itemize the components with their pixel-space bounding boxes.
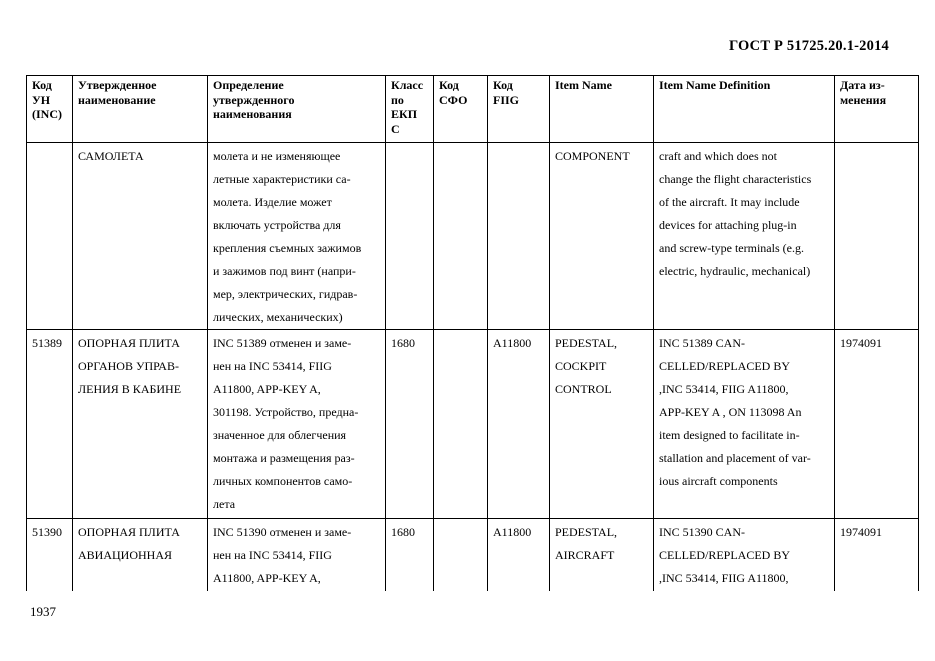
page-number: 1937	[30, 604, 56, 619]
header-line: менения	[840, 92, 887, 107]
cell-line: and screw-type terminals (e.g.	[659, 241, 804, 255]
header-line: наименование	[78, 92, 156, 107]
header-line: УН	[32, 92, 51, 107]
definition-cell	[208, 330, 386, 519]
header-line: СФО	[439, 92, 468, 107]
header-line: Код	[439, 78, 459, 92]
cell-line: личных компонентов само-	[213, 474, 353, 488]
item-definition-cell	[654, 519, 835, 592]
header-line: Класс	[391, 78, 424, 92]
cell-line: и зажимов под винт (напри-	[213, 264, 356, 278]
date-cell: 1974091	[835, 519, 919, 592]
cell-line: craft and which does not	[659, 149, 777, 163]
sfo-cell	[434, 519, 488, 592]
header-code-inc	[27, 76, 73, 143]
cell-line: летные характеристики са-	[213, 172, 351, 186]
cell-line: ЛЕНИЯ В КАБИНЕ	[78, 382, 182, 396]
definition-cell	[208, 143, 386, 330]
header-approved-name	[73, 76, 208, 143]
cell-line: ОРГАНОВ УПРАВ-	[78, 359, 179, 373]
cell-line: значенное для облегчения	[213, 428, 347, 442]
cell-line: CONTROL	[555, 382, 612, 396]
cell-line: COCKPIT	[555, 359, 607, 373]
header-fiig-code	[488, 76, 550, 143]
name-cell	[73, 143, 208, 330]
cell-line: AIRCRAFT	[555, 548, 615, 562]
cell-line: CELLED/REPLACED BY	[659, 548, 790, 562]
cell-line: change the flight characteristics	[659, 172, 812, 186]
cell-line: of the aircraft. It may include	[659, 195, 800, 209]
cell-line: ,INC 53414, FIIG A11800,	[659, 571, 789, 585]
cell-line: молета и не изменяющее	[213, 149, 341, 163]
cell-line: лета	[213, 497, 236, 511]
cell-line: APP-KEY A , ON 113098 An	[659, 405, 802, 419]
fiig-cell	[488, 143, 550, 330]
cell-line: A11800, APP-KEY A,	[213, 382, 321, 396]
cell-line: INC 51389 CAN-	[659, 336, 745, 350]
cell-line: COMPONENT	[555, 149, 630, 163]
class-cell: 1680	[386, 330, 434, 519]
cell-line: INC 51390 CAN-	[659, 525, 745, 539]
item-name-cell	[550, 519, 654, 592]
header-line: ЕКП	[391, 107, 418, 121]
header-item-name-definition	[654, 76, 835, 143]
cell-line: включать устройства для	[213, 218, 341, 232]
fiig-cell: A11800	[488, 330, 550, 519]
nomenclature-table	[26, 75, 919, 591]
definition-cell	[208, 519, 386, 592]
header-class	[386, 76, 434, 143]
header-line: Определение	[213, 78, 284, 92]
code-cell: 51390	[27, 519, 73, 592]
header-line: Дата из-	[840, 78, 885, 92]
cell-line: мер, электрических, гидрав-	[213, 287, 358, 301]
header-item-name	[550, 76, 654, 143]
item-name-cell	[550, 330, 654, 519]
cell-line: INC 51389 отменен и заме-	[213, 336, 352, 350]
cell-line: ,INC 53414, FIIG A11800,	[659, 382, 789, 396]
class-cell: 1680	[386, 519, 434, 592]
cell-line: лических, механических)	[213, 310, 343, 324]
table-row	[27, 330, 919, 519]
header-line: наименования	[213, 107, 292, 121]
cell-line: CELLED/REPLACED BY	[659, 359, 790, 373]
cell-line: A11800, APP-KEY A,	[213, 571, 321, 585]
header-line: по	[391, 92, 404, 107]
header-definition	[208, 76, 386, 143]
table-row	[27, 143, 919, 330]
cell-line: молета. Изделие может	[213, 195, 332, 209]
fiig-cell: A11800	[488, 519, 550, 592]
item-definition-cell	[654, 143, 835, 330]
cell-line: PEDESTAL,	[555, 336, 618, 350]
header-line: (INC)	[32, 107, 62, 121]
cell-line: 301198. Устройство, предна-	[213, 405, 359, 419]
item-definition-cell	[654, 330, 835, 519]
header-change-date	[835, 76, 919, 143]
cell-line: devices for attaching plug-in	[659, 218, 797, 232]
date-cell	[835, 143, 919, 330]
cell-line: ОПОРНАЯ ПЛИТА	[78, 525, 180, 539]
cell-line: нен на INC 53414, FIIG	[213, 359, 332, 373]
header-line: утвержденного	[213, 92, 295, 107]
header-line: Код	[32, 78, 52, 92]
name-cell	[73, 330, 208, 519]
cell-line: монтажа и размещения раз-	[213, 451, 355, 465]
code-cell	[27, 143, 73, 330]
cell-line: АВИАЦИОННАЯ	[78, 548, 173, 562]
cell-line: PEDESTAL,	[555, 525, 618, 539]
item-name-cell	[550, 143, 654, 330]
cell-line: stallation and placement of var-	[659, 451, 811, 465]
cell-line: ious aircraft components	[659, 474, 778, 488]
sfo-cell	[434, 143, 488, 330]
class-cell	[386, 143, 434, 330]
cell-line: electric, hydraulic, mechanical)	[659, 264, 811, 278]
cell-line: нен на INC 53414, FIIG	[213, 548, 332, 562]
cell-line: крепления съемных зажимов	[213, 241, 362, 255]
cell-line: ОПОРНАЯ ПЛИТА	[78, 336, 180, 350]
document-code: ГОСТ Р 51725.20.1-2014	[728, 38, 889, 54]
header-line: Код	[493, 78, 513, 92]
header-line: С	[391, 121, 400, 136]
header-sfo-code	[434, 76, 488, 143]
header-line: FIIG	[493, 92, 520, 107]
cell-line: INC 51390 отменен и заме-	[213, 525, 352, 539]
header-line: Утвержденное	[78, 78, 157, 92]
cell-line: item designed to facilitate in-	[659, 428, 800, 442]
name-cell	[73, 519, 208, 592]
date-cell: 1974091	[835, 330, 919, 519]
table-row	[27, 519, 919, 592]
cell-line: САМОЛЕТА	[78, 149, 144, 163]
sfo-cell	[434, 330, 488, 519]
table-header-row	[27, 76, 919, 143]
header-line: Item Name	[555, 78, 612, 92]
header-line: Item Name Definition	[659, 78, 771, 92]
code-cell: 51389	[27, 330, 73, 519]
